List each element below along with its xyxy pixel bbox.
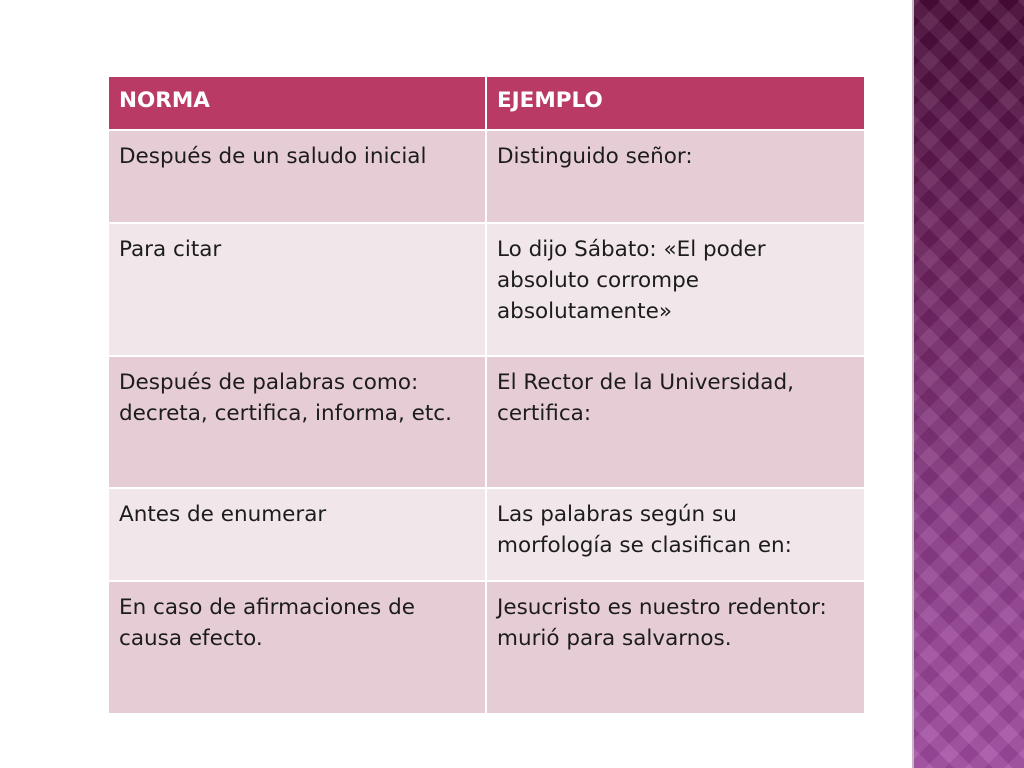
table-row — [109, 131, 866, 224]
table-header-row — [109, 77, 866, 131]
table-row — [109, 357, 866, 489]
decorative-side-band — [912, 0, 1024, 768]
table-row — [109, 489, 866, 582]
norma-cell: Para citar — [109, 224, 487, 357]
norma-cell: Después de palabras como: decreta, certifica, informa, etc. — [109, 357, 487, 489]
rules-table — [109, 77, 866, 715]
ejemplo-cell: Jesucristo es nuestro redentor: murió para salvarnos. — [487, 582, 866, 715]
norma-cell: Después de un saludo inicial — [109, 131, 487, 224]
ejemplo-cell: Distinguido señor: — [487, 131, 866, 224]
ejemplo-cell: El Rector de la Universidad, certifica: — [487, 357, 866, 489]
norma-cell: Antes de enumerar — [109, 489, 487, 582]
ejemplo-cell: Las palabras según su morfología se clasifican en: — [487, 489, 866, 582]
header-norma: NORMA — [109, 77, 487, 131]
header-ejemplo: EJEMPLO — [487, 77, 866, 131]
norma-cell: En caso de afirmaciones de causa efecto. — [109, 582, 487, 715]
table-row — [109, 582, 866, 715]
table-row — [109, 224, 866, 357]
ejemplo-cell: Lo dijo Sábato: «El poder absoluto corrompe absolutamente» — [487, 224, 866, 357]
